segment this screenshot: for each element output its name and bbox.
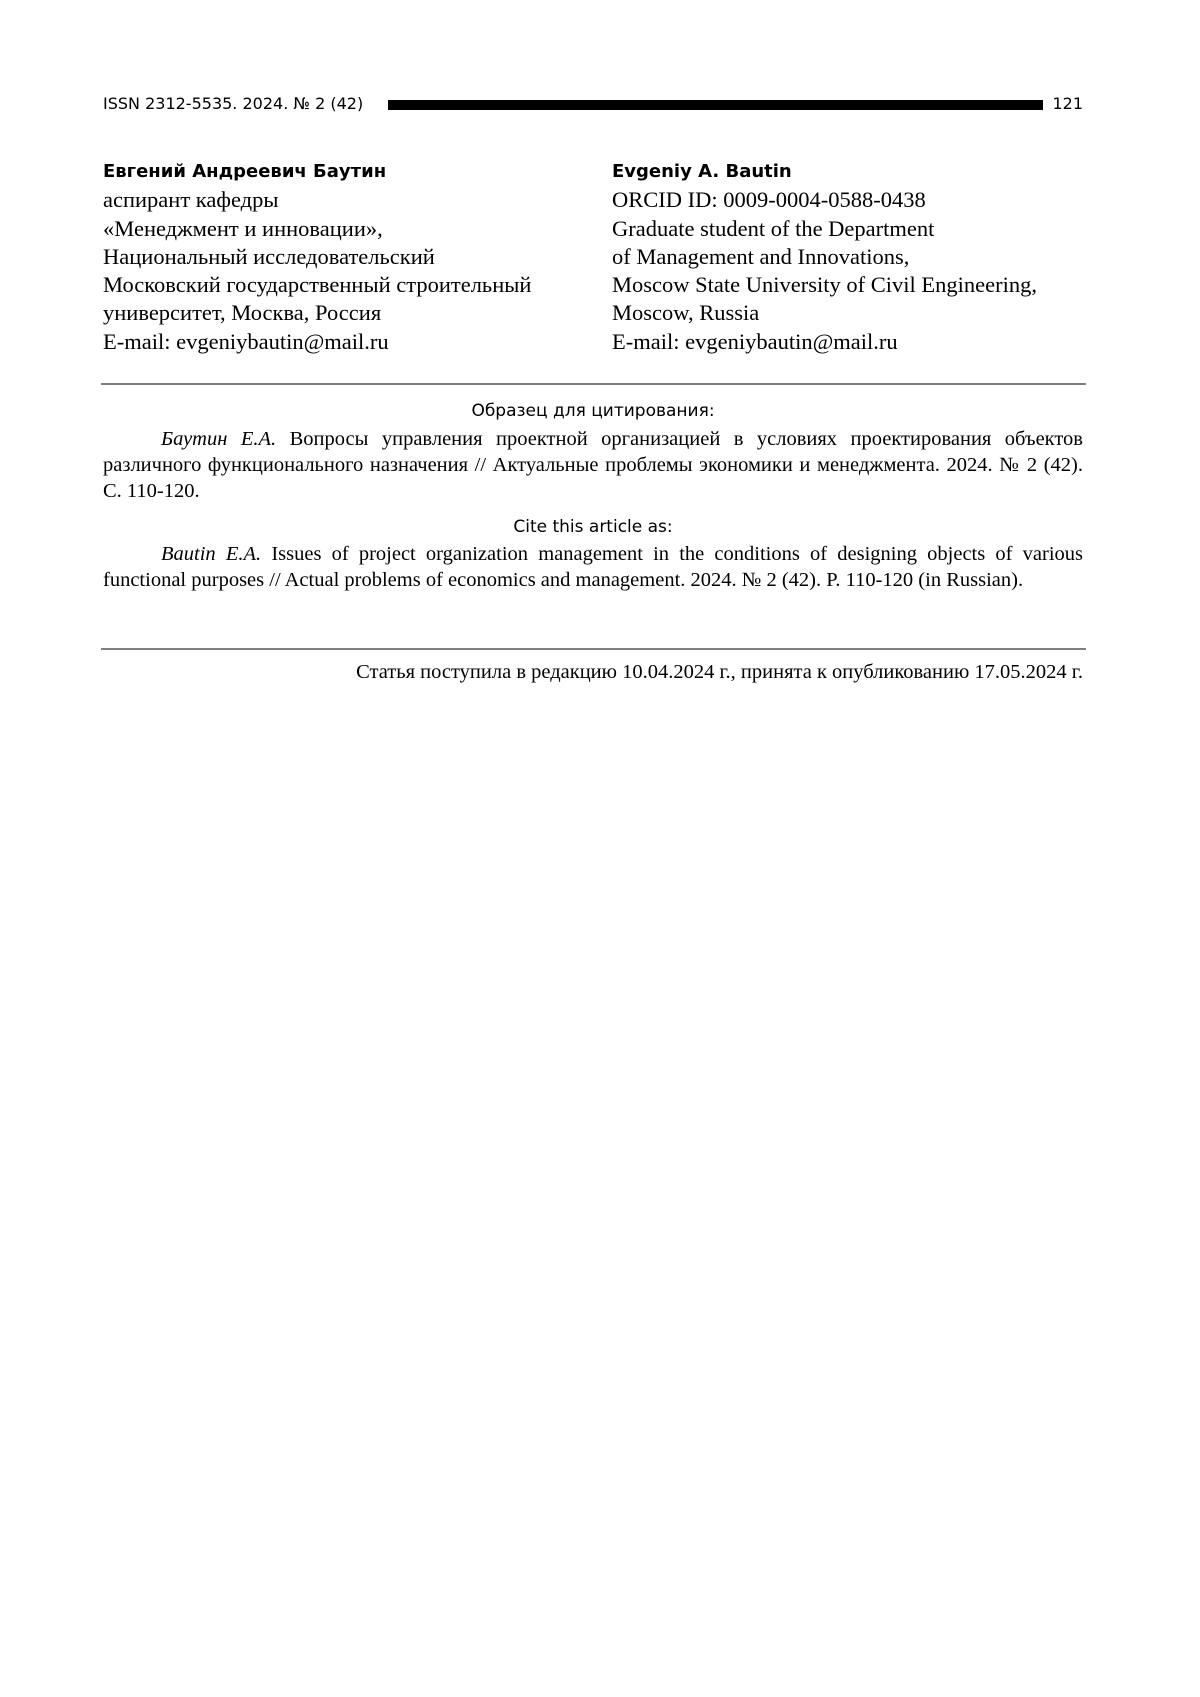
author-line-ru: университет, Москва, Россия [103, 300, 382, 326]
section-divider [101, 383, 1086, 385]
issn-label: ISSN 2312-5535. 2024. № 2 (42) [103, 94, 364, 113]
author-email-ru: E-mail: evgeniybautin@mail.ru [103, 328, 389, 354]
author-line-en: Moscow, Russia [612, 300, 760, 326]
citation-heading-ru: Образец для цитирования: [471, 401, 715, 421]
citation-text-ru [103, 426, 1083, 504]
author-email-en: E-mail: evgeniybautin@mail.ru [612, 328, 898, 354]
author-line-en: of Management and Innovations, [612, 243, 910, 269]
orcid-line: ORCID ID: 0009-0004-0588-0438 [612, 187, 926, 213]
author-line-ru: аспирант кафедры [103, 187, 279, 213]
page-number: 121 [1052, 94, 1083, 113]
header-rule [388, 100, 1043, 110]
citation-author-ru: Баутин Е.А. [161, 428, 277, 450]
author-line-ru: Московский государственный строительный [103, 272, 532, 298]
author-name-ru: Евгений Андреевич Баутин [103, 161, 387, 182]
citation-body-ru: Вопросы управления проектной организацией в условиях проектирования объектов различного функционального назначения // Актуальные проблемы экономики и менеджмента. 2024. № 2 (42). С. 110-120. [103, 428, 1083, 502]
author-block-ru [103, 158, 603, 356]
author-line-ru: Национальный исследовательский [103, 243, 435, 269]
received-date-note: Статья поступила в редакцию 10.04.2024 г., принята к опубликованию 17.05.2024 г. [356, 661, 1083, 683]
page-header [103, 92, 1083, 120]
section-divider [101, 648, 1086, 650]
author-block-en [612, 158, 1092, 356]
citation-body-en: Issues of project organization management in the conditions of designing objects of various functional purposes // Actual problems of economics and management. 2024. № 2 (42). P. 110-120 (in Russian). [103, 543, 1083, 591]
citation-heading-en: Cite this article as: [513, 517, 673, 537]
citation-author-en: Bautin E.A. [161, 543, 262, 565]
author-line-en: Moscow State University of Civil Engineering, [612, 272, 1037, 298]
author-name-en: Evgeniy A. Bautin [612, 161, 792, 182]
citation-text-en [103, 541, 1083, 593]
author-line-ru: «Менеджмент и инновации», [103, 215, 383, 241]
author-line-en: Graduate student of the Department [612, 215, 935, 241]
